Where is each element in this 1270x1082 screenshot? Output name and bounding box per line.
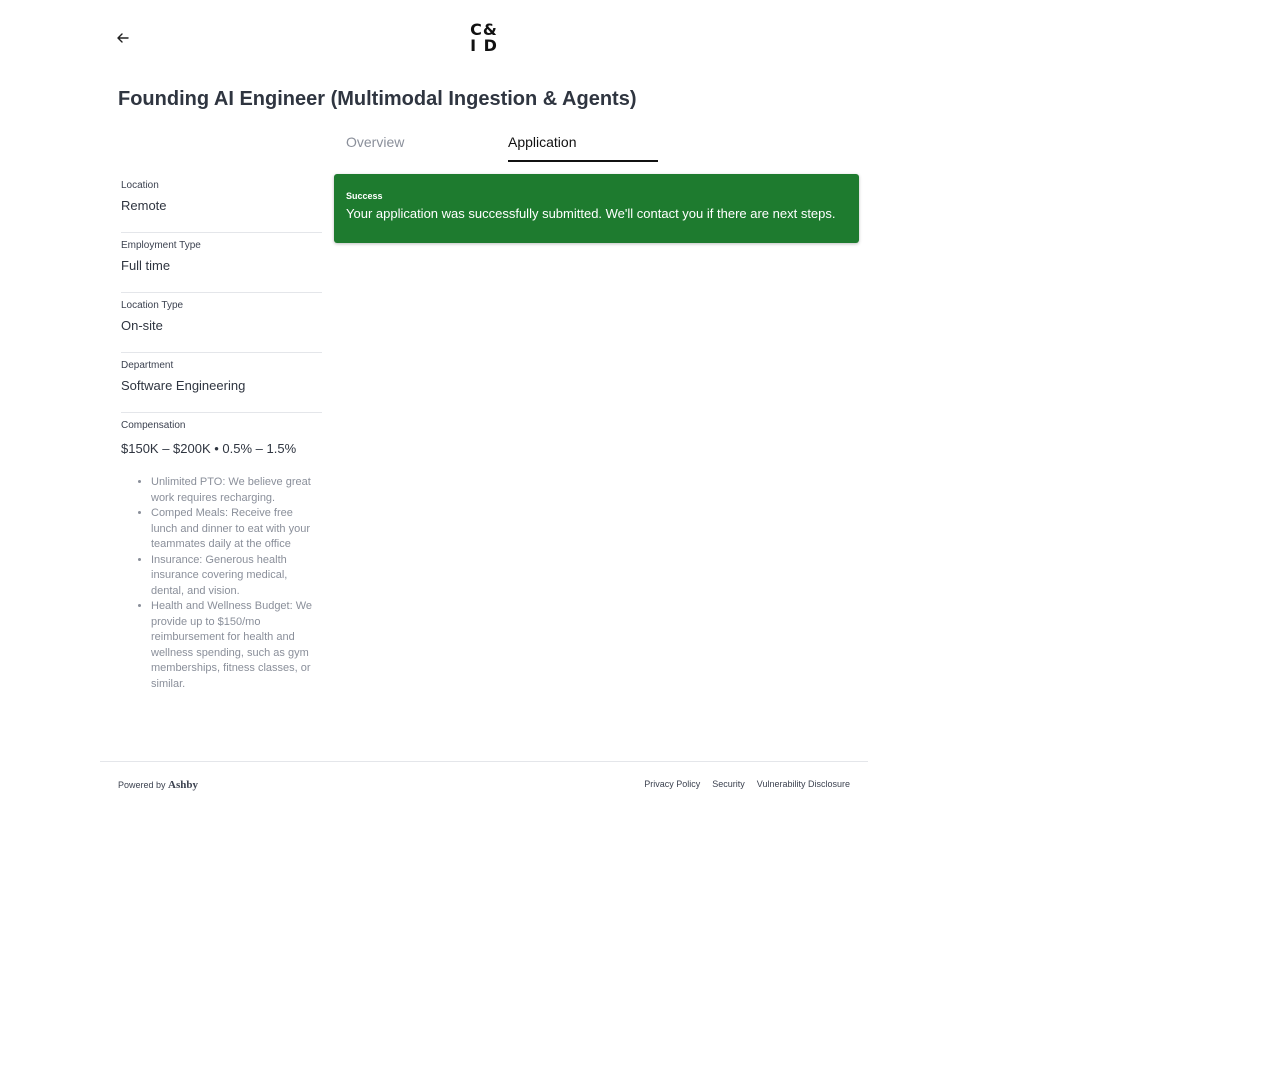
page-title: Founding AI Engineer (Multimodal Ingestion & Agents) [118,88,637,110]
logo-line-bottom: I D [470,36,498,55]
employment-type-section [121,233,322,293]
location-section [121,173,322,233]
benefits-list [121,475,322,692]
privacy-policy-link[interactable]: Privacy Policy [644,779,701,789]
vulnerability-disclosure-link[interactable]: Vulnerability Disclosure [756,779,850,789]
security-link[interactable]: Security [712,779,745,789]
alert-title: Success [346,191,383,201]
location-value: Remote [121,198,167,213]
back-button[interactable] [112,27,134,49]
compensation-section [121,413,322,692]
tab-application[interactable]: Application [508,126,658,162]
department-label: Department [121,360,174,371]
logo-line-top: C& [470,20,498,39]
employment-type-value: Full time [121,258,171,273]
compensation-label: Compensation [121,420,186,431]
location-type-label: Location Type [121,300,184,311]
benefit-item: • Comped Meals: Receive free lunch and dinner to eat with your teammates daily at the office [151,506,322,553]
tab-overview[interactable]: Overview [346,134,405,150]
location-type-value: On-site [121,318,163,333]
ashby-logo[interactable]: Ashby [168,779,199,791]
department-section [121,353,322,413]
company-logo[interactable] [466,20,502,56]
benefit-item: • Insurance: Generous health insurance covering medical, dental, and vision. [151,553,322,600]
powered-by-text: Powered by [118,780,166,790]
location-type-section [121,293,322,353]
benefit-item: • Unlimited PTO: We believe great work requires recharging. [151,475,322,506]
tab-bar [334,126,658,162]
success-alert [334,174,859,243]
compensation-value: $150K – $200K • 0.5% – 1.5% [121,441,297,456]
alert-message: Your application was successfully submitted. We'll contact you if there are next steps. [346,206,836,221]
footer-divider [100,761,868,762]
location-label: Location [121,180,159,191]
footer-links [644,779,850,789]
benefit-item: • Health and Wellness Budget: We provide up to $150/mo reimbursement for health and wellness spending, such as gym memberships, fitness classes, or similar. [151,599,322,692]
department-value: Software Engineering [121,378,246,393]
arrow-left-icon [117,33,129,43]
job-details-sidebar [121,173,322,692]
employment-type-label: Employment Type [121,240,201,251]
powered-by[interactable] [118,779,198,791]
